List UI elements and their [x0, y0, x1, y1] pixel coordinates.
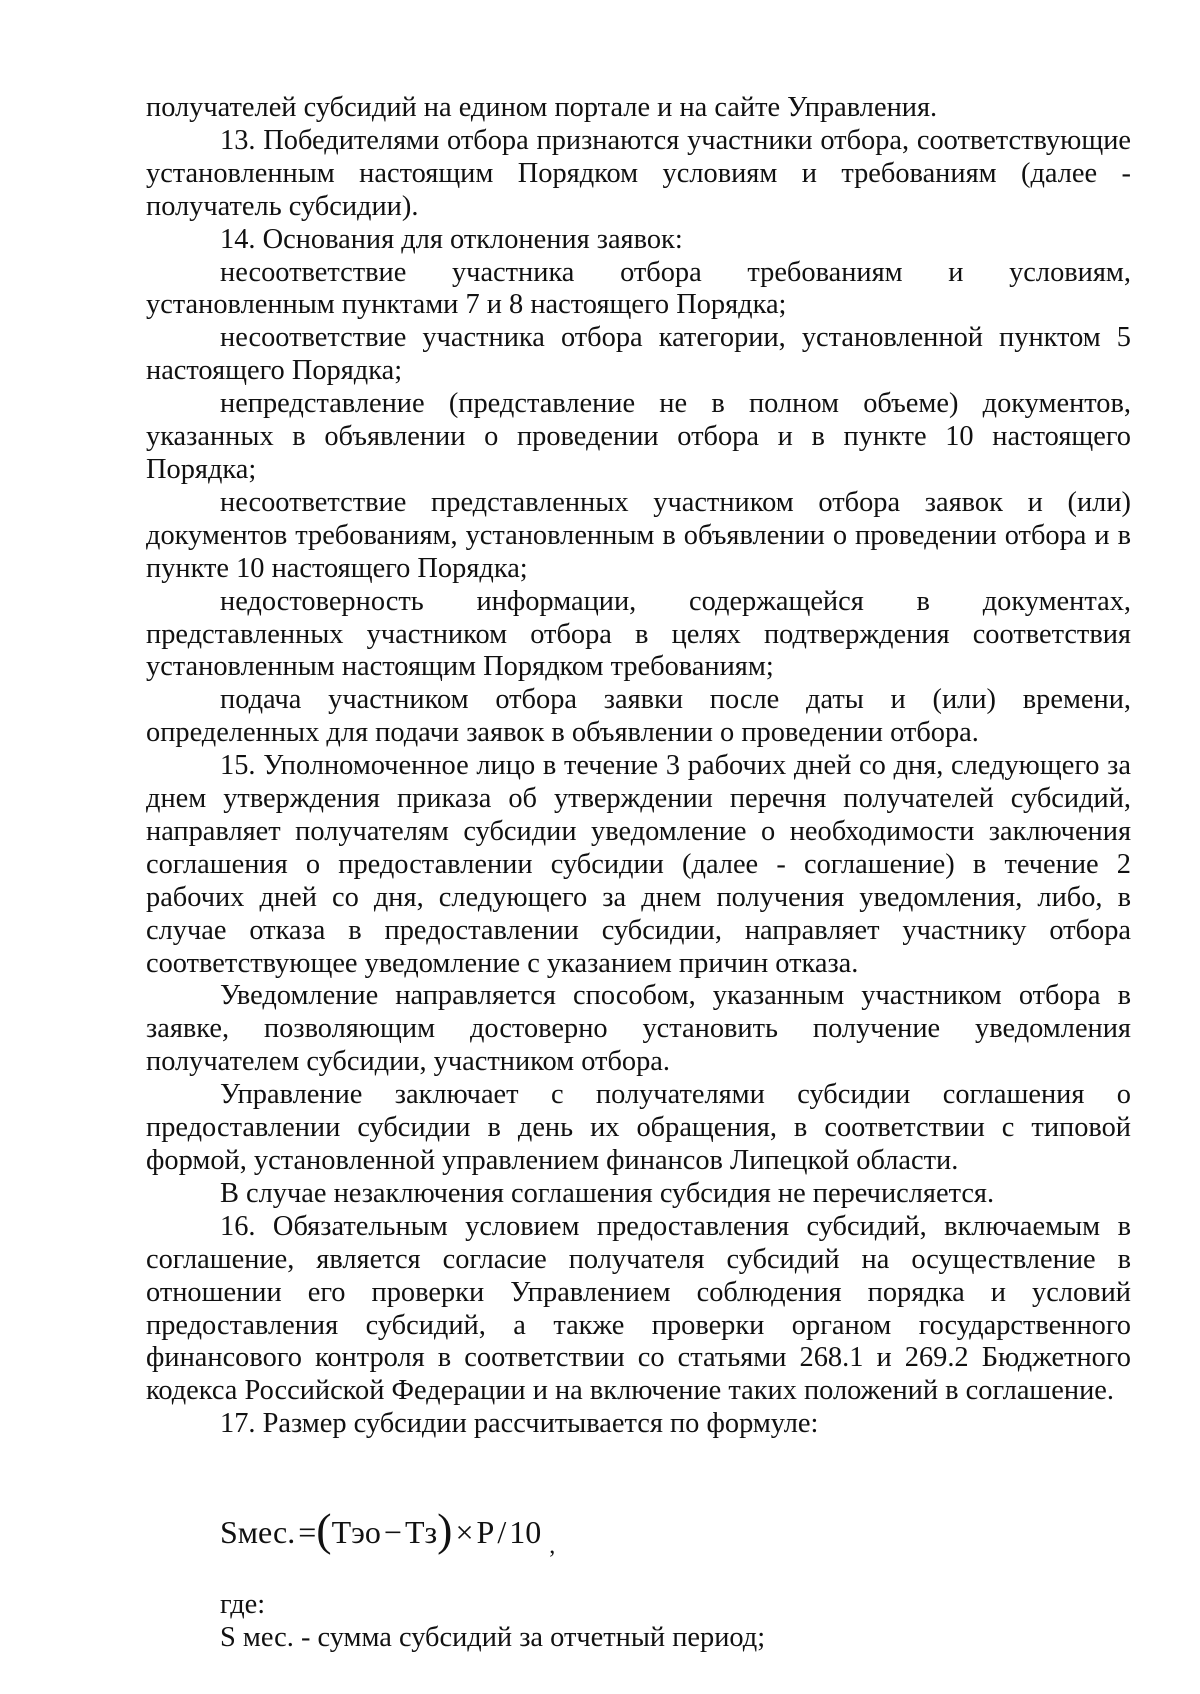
formula-close-paren: )	[437, 1504, 453, 1555]
formula-divisor: 10	[509, 1513, 542, 1550]
formula-factor-p: P	[476, 1513, 495, 1550]
paragraph-rejection-reason: непредставление (представление не в полном объеме) документов, указанных в объявлении о проведении отбора и в пункте 10 настоящего Порядка;	[146, 388, 1131, 485]
paragraph-rejection-reason: несоответствие представленных участником отбора заявок и (или) документов требованиям, установленным в объявлении о проведении отбора и в пункте 10 настоящего Порядка;	[146, 486, 1131, 584]
formula-times: ×	[455, 1513, 474, 1550]
formula-divide: /	[497, 1513, 507, 1550]
formula-term-teo: Тэо	[331, 1513, 381, 1550]
formula-equals: =	[298, 1513, 317, 1550]
definition-s-mes: S мес. - сумма субсидий за отчетный период;	[220, 1621, 766, 1653]
paragraph-continuation: получателей субсидий на едином портале и на сайте Управления.	[146, 92, 938, 123]
paragraph-rejection-reason: несоответствие участника отбора требованиям и условиям, установленным пунктами 7 и 8 настоящего Порядка;	[146, 256, 1131, 321]
formula-term-tz: Тз	[404, 1513, 438, 1550]
paragraph-item-13: 13. Победителями отбора признаются участники отбора, соответствующие установленным настоящим Порядком условиям и требованиям (далее - получатель субсидии).	[146, 124, 1131, 222]
paragraph-agreement: Управление заключает с получателями субсидии соглашения о предоставлении субсидии в день их обращения, в соответствии с типовой формой, установленной управлением финансов Липецкой области.	[146, 1079, 1131, 1176]
formula-comma: ,	[549, 1532, 556, 1559]
paragraph-notification: Уведомление направляется способом, указанным участником отбора в заявке, позволяющим достоверно установить получение уведомления получателем субсидии, участником отбора.	[146, 980, 1131, 1078]
document-body	[146, 92, 1131, 1441]
formula-open-paren: (	[316, 1504, 332, 1555]
subsidy-formula	[220, 1497, 555, 1567]
paragraph-item-14: 14. Основания для отклонения заявок:	[220, 223, 683, 255]
paragraph-rejection-reason: несоответствие участника отбора категории, установленной пунктом 5 настоящего Порядка;	[146, 322, 1131, 387]
paragraph-rejection-reason: недостоверность информации, содержащейся в документах, представленных участником отбора в целях подтверждения соответствия установленным настоящим Порядком требованиям;	[146, 585, 1131, 683]
formula-explanation	[220, 1589, 1130, 1655]
paragraph-item-16: 16. Обязательным условием предоставления субсидий, включаемым в соглашение, является согласие получателя субсидий на осуществление в отношении его проверки Управлением соблюдения порядка и условий предоставления субсидий, а также проверки органом государственного финансового контроля в соответствии со статьями 268.1 и 269.2 Бюджетного кодекса Российской Федерации и на включение таких положений в соглашение.	[146, 1210, 1131, 1407]
paragraph-item-17: 17. Размер субсидии рассчитывается по формуле:	[220, 1408, 819, 1440]
paragraph-no-agreement: В случае незаключения соглашения субсидия не перечисляется.	[220, 1177, 995, 1209]
where-label: где:	[220, 1589, 266, 1620]
paragraph-rejection-reason: подача участником отбора заявки после даты и (или) времени, определенных для подачи заявок в объявлении о проведении отбора.	[146, 684, 1131, 749]
formula-lhs: Sмес.	[220, 1513, 296, 1550]
formula-minus: −	[383, 1513, 402, 1550]
paragraph-item-15: 15. Уполномоченное лицо в течение 3 рабочих дней со дня, следующего за днем утверждения приказа об утверждении перечня получателей субсидий, направляет получателям субсидии уведомление о необходимости заключения соглашения о предоставлении субсидии (далее - соглашение) в течение 2 рабочих дней со дня, следующего за днем получения уведомления, либо, в случае отказа в предоставлении субсидии, направляет участнику отбора соответствующее уведомление с указанием причин отказа.	[146, 750, 1131, 979]
